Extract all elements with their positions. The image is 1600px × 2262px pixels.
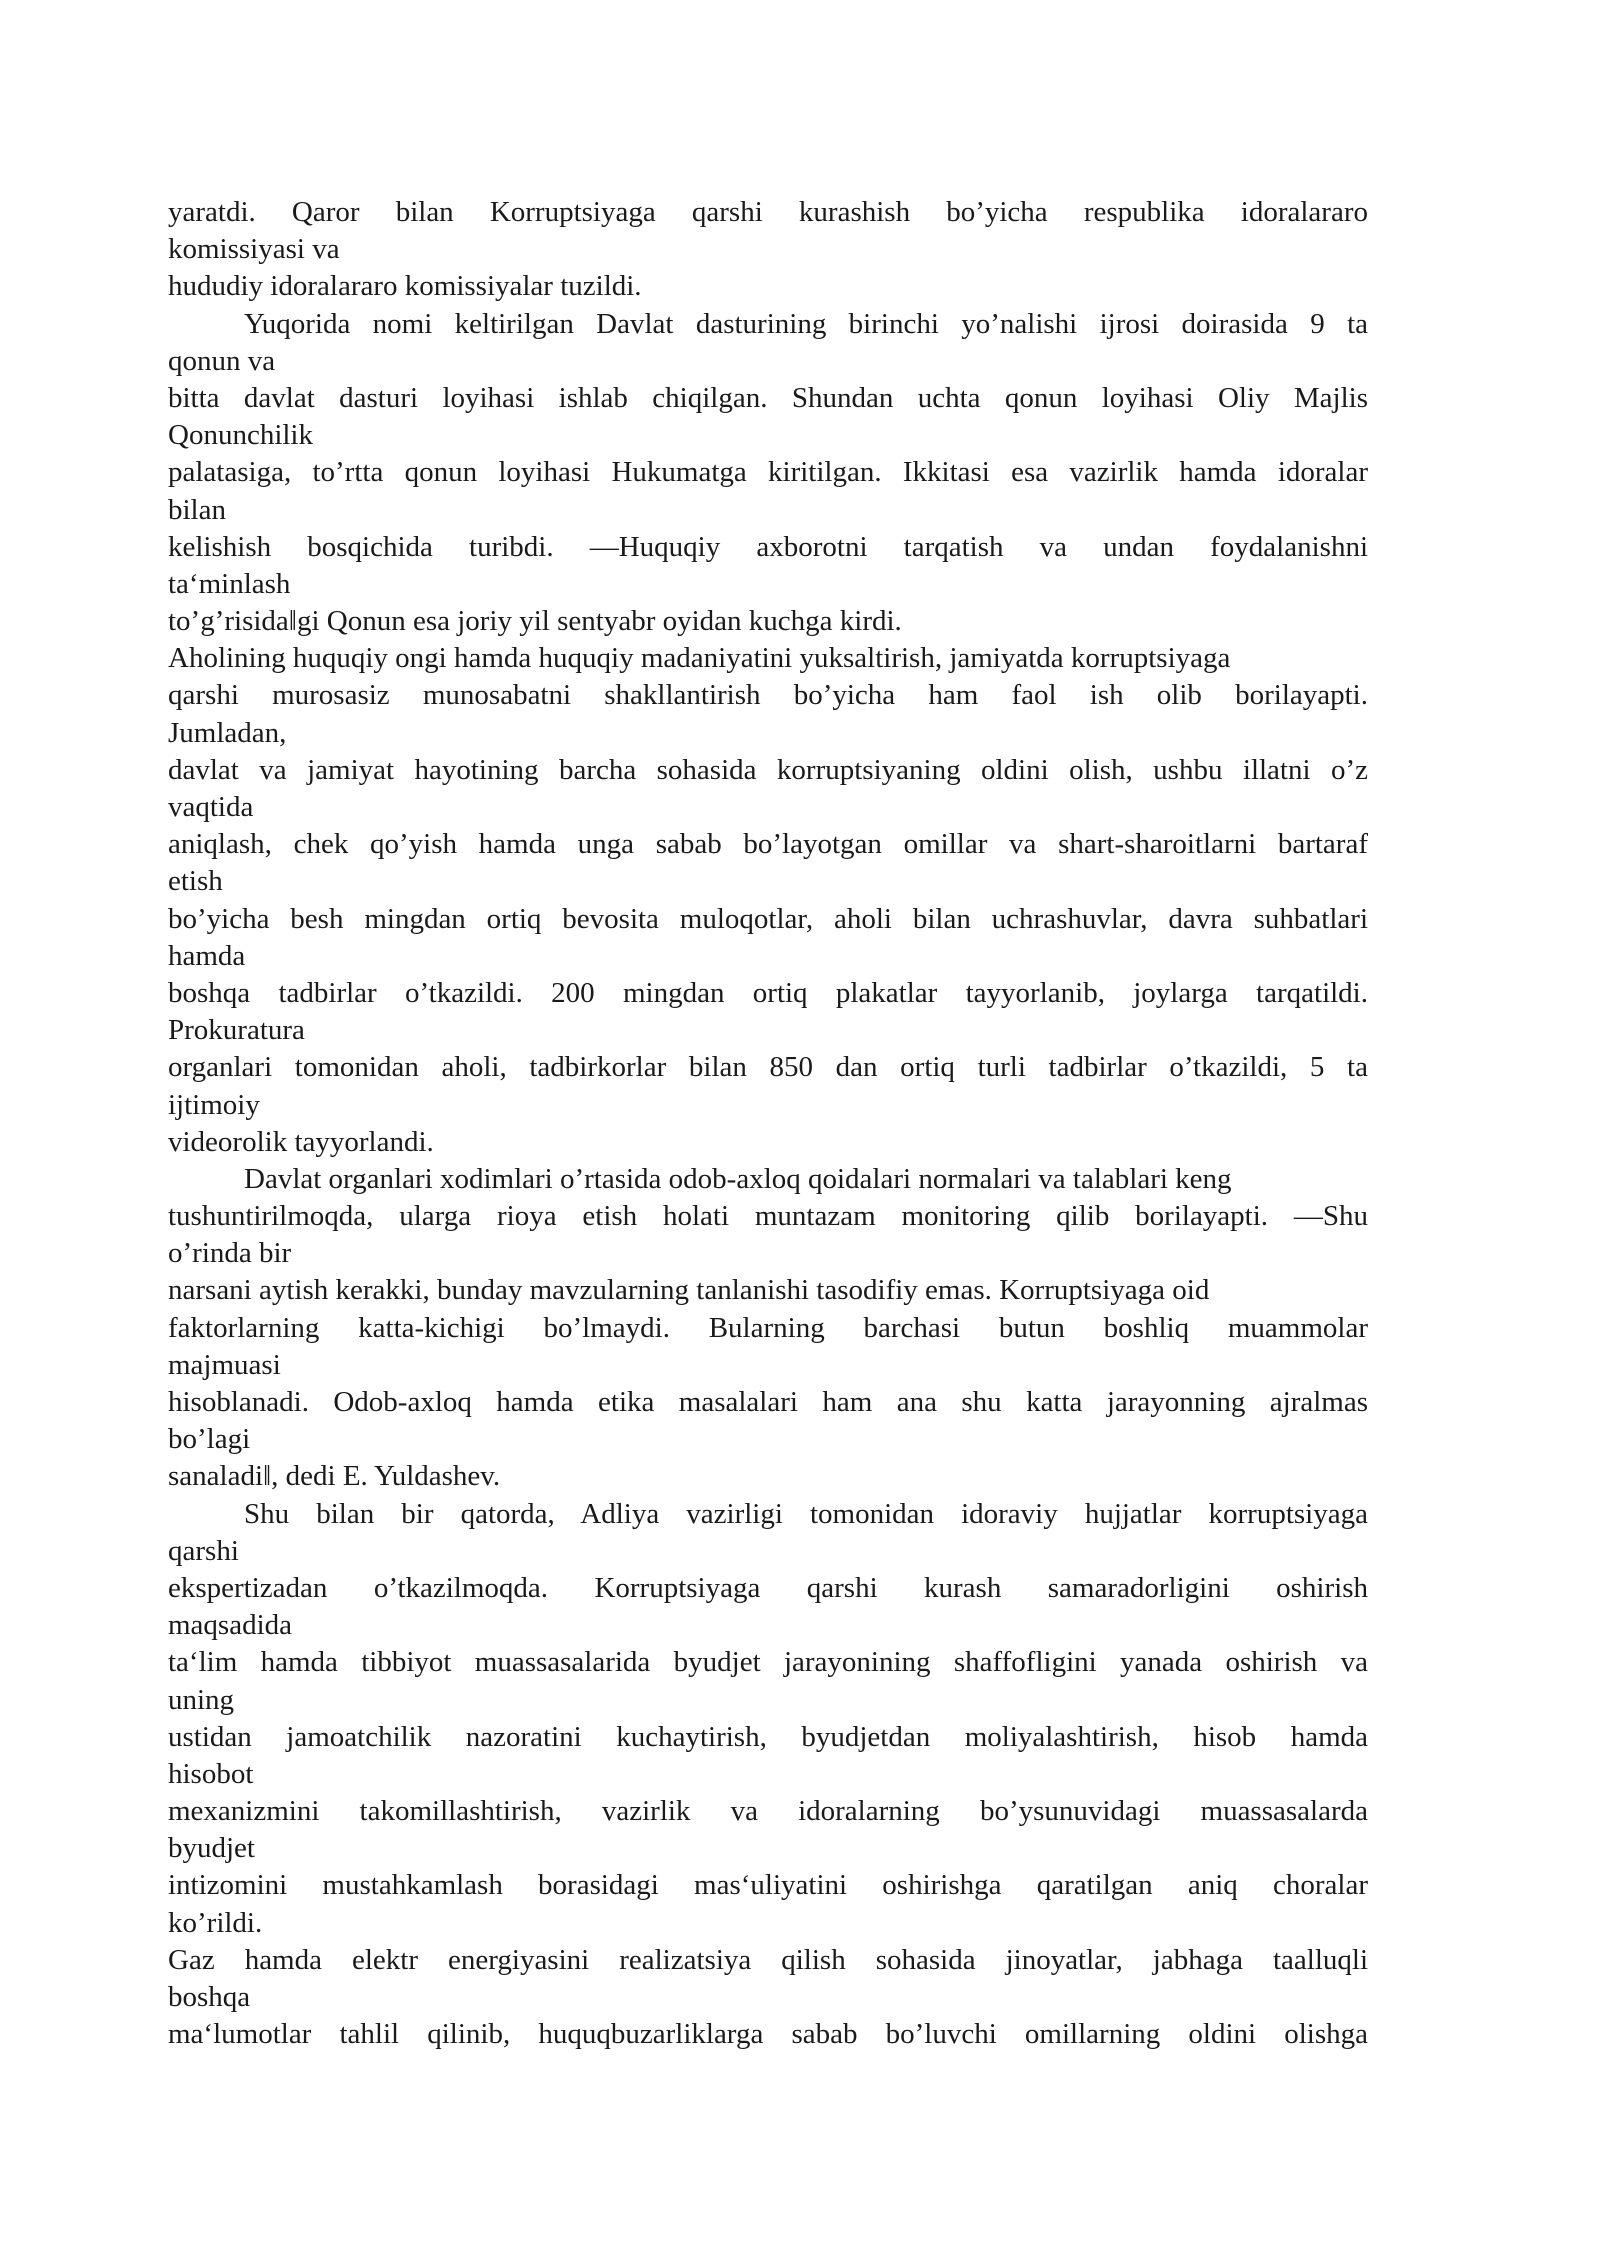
text-line: qarshi murosasiz munosabatni shakllantirish bo’yicha ham faol ish olib borilayapti. <box>168 679 1368 712</box>
text-line: boshqa <box>168 1981 251 2013</box>
text-line: qarshi <box>168 1534 239 1567</box>
text-line: hisobot <box>168 1757 254 1790</box>
text-line: kelishish bosqichida turibdi. ―Huquqiy axborotni tarqatish va undan foydalanishni <box>168 530 1368 563</box>
text-line: qonun va <box>168 344 276 377</box>
text-line: videorolik tayyorlandi. <box>168 1125 434 1158</box>
text-line: maqsadida <box>168 1609 293 1642</box>
text-line: Yuqorida nomi keltirilgan Davlat dasturining birinchi yo’nalishi ijrosi doirasida 9 ta <box>244 307 1368 340</box>
text-line: ma‘lumotlar tahlil qilinib, huquqbuzarliklarga sabab bo’luvchi omillarning oldini olishga <box>168 2018 1368 2051</box>
text-line: tushuntirilmoqda, ularga rioya etish holati muntazam monitoring qilib borilayapti. ―Shu <box>168 1200 1368 1233</box>
text-line: ta‘lim hamda tibbiyot muassasalarida byudjet jarayonining shaffofligini yanada oshirish va <box>168 1646 1368 1679</box>
text-line: bo’lagi <box>168 1423 251 1456</box>
text-line: mexanizmini takomillashtirish, vazirlik va idoralarning bo’ysunuvidagi muassasalarda <box>168 1795 1368 1828</box>
text-line: hamda <box>168 939 246 972</box>
text-line: Davlat organlari xodimlari o’rtasida odob-axloq qoidalari normalari va talablari keng <box>244 1162 1232 1195</box>
body-text <box>168 194 1368 2053</box>
text-line: ustidan jamoatchilik nazoratini kuchaytirish, byudjetdan moliyalashtirish, hisob hamda <box>168 1720 1368 1753</box>
text-line: aniqlash, chek qo’yish hamda unga sabab bo’layotgan omillar va shart-sharoitlarni bartaraf <box>168 828 1368 861</box>
text-line: faktorlarning katta-kichigi bo’lmaydi. Bularning barchasi butun boshliq muammolar <box>168 1311 1368 1344</box>
text-line: ekspertizadan o’tkazilmoqda. Korruptsiyaga qarshi kurash samaradorligini oshirish <box>168 1571 1368 1604</box>
text-line: o’rinda bir <box>168 1237 292 1270</box>
text-line: narsani aytish kerakki, bunday mavzularning tanlanishi tasodifiy emas. Korruptsiyaga oid <box>168 1274 1210 1307</box>
text-line: byudjet <box>168 1832 255 1865</box>
text-line: Qonunchilik <box>168 419 313 452</box>
text-line: ko’rildi. <box>168 1906 263 1939</box>
text-line: Jumladan, <box>168 716 287 749</box>
text-line: bo’yicha besh mingdan ortiq bevosita muloqotlar, aholi bilan uchrashuvlar, davra suhbatlari <box>168 902 1368 935</box>
text-line: palatasiga, to’rtta qonun loyihasi Hukumatga kiritilgan. Ikkitasi esa vazirlik hamda idoralar <box>168 456 1368 489</box>
text-line: etish <box>168 865 223 898</box>
text-line: yaratdi. Qaror bilan Korruptsiyaga qarshi kurashish bo’yicha respublika idoralararo <box>168 196 1368 228</box>
text-line: uning <box>168 1683 235 1716</box>
text-line: intizomini mustahkamlash borasidagi mas‘uliyatini oshirishga qaratilgan aniq choralar <box>168 1869 1368 1902</box>
text-line: ta‘minlash <box>168 567 291 600</box>
text-line: boshqa tadbirlar o’tkazildi. 200 mingdan ortiq plakatlar tayyorlanib, joylarga tarqatildi. <box>168 976 1368 1009</box>
text-line: organlari tomonidan aholi, tadbirkorlar bilan 850 dan ortiq turli tadbirlar o’tkazildi, 5 ta <box>168 1051 1368 1084</box>
text-line: sanaladi‖, dedi E. Yuldashev. <box>168 1460 501 1493</box>
text-line: hududiy idoralararo komissiyalar tuzildi. <box>168 270 642 303</box>
text-line: to’g’risida‖gi Qonun esa joriy yil sentyabr oyidan kuchga kirdi. <box>168 605 902 638</box>
text-line: Aholining huquqiy ongi hamda huquqiy madaniyatini yuksaltirish, jamiyatda korruptsiyaga <box>168 642 1231 675</box>
text-line: Shu bilan bir qatorda, Adliya vazirligi tomonidan idoraviy hujjatlar korruptsiyaga <box>244 1497 1368 1530</box>
text-line: Gaz hamda elektr energiyasini realizatsiya qilish sohasida jinoyatlar, jabhaga taalluqli <box>168 1943 1368 1976</box>
text-line: hisoblanadi. Odob-axloq hamda etika masalalari ham ana shu katta jarayonning ajralmas <box>168 1386 1368 1418</box>
text-line: bilan <box>168 493 226 526</box>
text-line: Prokuratura <box>168 1014 305 1047</box>
text-line: ijtimoiy <box>168 1088 260 1121</box>
text-line: davlat va jamiyat hayotining barcha sohasida korruptsiyaning oldini olish, ushbu illatni o’z <box>168 753 1368 786</box>
text-line: bitta davlat dasturi loyihasi ishlab chiqilgan. Shundan uchta qonun loyihasi Oliy Majlis <box>168 381 1368 414</box>
text-line: majmuasi <box>168 1348 281 1381</box>
text-line: komissiyasi va <box>168 233 340 266</box>
text-line: vaqtida <box>168 791 254 823</box>
